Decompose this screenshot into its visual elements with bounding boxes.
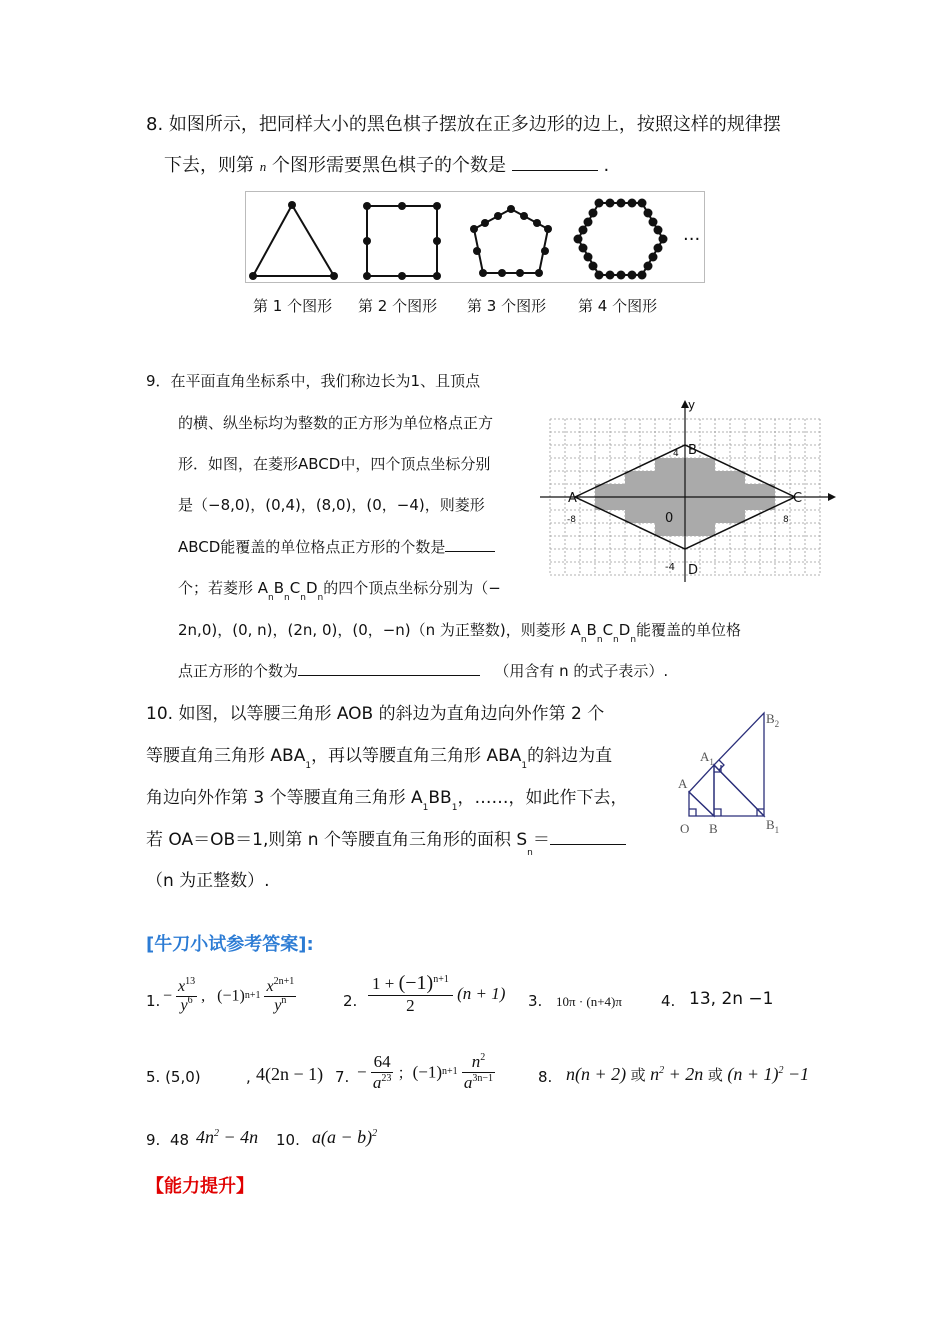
a7-frac-2: $\frac{n^2}{a^{3n-1}}$ <box>463 1052 494 1092</box>
label-a: A <box>678 776 688 791</box>
q9-sub-n: n <box>613 635 619 645</box>
tick-minus-8: -8 <box>567 515 576 525</box>
q10-line2-a: 等腰直角三角形 ABA <box>146 746 306 766</box>
q8-line1: 8. 如图所示，把同样大小的黑色棋子摆放在正多边形的边上，按照这样的规律摆 <box>146 114 781 135</box>
q9-line5-text: ABCD能覆盖的单位格点正方形的个数是 <box>178 538 446 556</box>
a5-6-label: 5. (5,0) <box>146 1068 201 1086</box>
q10-sub-1: 1 <box>451 803 458 813</box>
answer-1 <box>163 978 296 1015</box>
q9-blank-1[interactable] <box>445 537 495 552</box>
a1-exp: n+1 <box>244 990 261 1002</box>
q10-line5: （n 为正整数）. <box>146 871 270 891</box>
q9-line6-e: 的四个顶点坐标分别为（− <box>323 579 501 597</box>
label-origin: 0 <box>665 511 674 526</box>
answer-8: n(n + 2) 或 $n^2 + 2n$ 或 $(n + 1)^2 -1$ <box>566 1064 810 1084</box>
a10-label: 10. <box>276 1131 300 1149</box>
label-a1: $A_1$ <box>700 749 714 767</box>
label-y: y <box>688 398 696 412</box>
q9-line6-c: C <box>289 579 301 597</box>
label-d: D <box>688 563 699 578</box>
q9-line6-a: 个；若菱形 A <box>178 579 269 597</box>
q9-line1: 9．在平面直角坐标系中，我们称边长为1、且顶点 <box>146 372 481 390</box>
a2-label: 2. <box>343 992 358 1010</box>
q10-sub-1: 1 <box>521 761 528 771</box>
q9-sub-n: n <box>284 593 290 603</box>
q10-line3-c: ，……，如此作下去， <box>457 788 628 808</box>
label-b: B <box>709 821 718 836</box>
q9-rhombus-figure <box>538 398 838 583</box>
a1-comma: , <box>201 987 206 1005</box>
a1-label: 1. <box>146 992 161 1010</box>
q10-line3 <box>146 783 628 813</box>
a9-label: 9. <box>146 1131 161 1149</box>
q9-sub-n: n <box>268 593 274 603</box>
a4-label: 4. <box>661 992 676 1010</box>
a3-label: 3. <box>528 992 543 1010</box>
q9-line6 <box>178 577 501 603</box>
a2-tail: (n + 1) <box>457 984 506 1003</box>
q8-var-n: n <box>259 159 267 174</box>
q10-line3-a: 角边向外作第 3 个等腰直角三角形 A <box>146 788 423 808</box>
q10-triangles-figure <box>675 708 790 838</box>
q10-line4: 若 OA＝OB＝1,则第 n 个等腰直角三角形的面积 $S_n=$ <box>146 825 626 850</box>
q10-line3-b: BB <box>428 788 452 808</box>
triangle-aba1 <box>689 765 714 816</box>
a1-frac-2: $\frac{x^{2n+1}}{y^n}$ <box>266 976 295 1014</box>
q9-line5 <box>178 536 495 557</box>
ability-heading: 【能力提升】 <box>146 1176 254 1197</box>
q9-blank-2[interactable] <box>298 661 480 676</box>
q9-line7-a: 2n,0)，(0, n)，(2n, 0)，(0，−n)（n 为正整数)，则菱形 A <box>178 621 581 639</box>
answer-6: 4(2n − 1) <box>256 1064 324 1084</box>
answer-10: $a(a - b)^2$ <box>312 1127 378 1147</box>
q10-answer-blank[interactable] <box>550 830 626 845</box>
answer-2 <box>368 972 505 1016</box>
q9-line3: 形．如图，在菱形ABCD中，四个顶点坐标分别 <box>178 455 491 473</box>
triangle-a1b1b2 <box>714 713 764 816</box>
a1-neg1: (−1) <box>217 987 245 1005</box>
a7-frac-1: $\frac{64}{a^{23}}$ <box>372 1052 392 1092</box>
q8-period: . <box>603 155 610 176</box>
q9-sub-n: n <box>630 635 637 645</box>
q9-line7-b: B <box>586 621 597 639</box>
answer-9-val1: 48 <box>170 1131 190 1149</box>
tick-8: 8 <box>783 515 789 525</box>
answers-heading: [牛刀小试参考答案]: <box>146 934 314 955</box>
q9-line8 <box>178 660 668 681</box>
q9-line2: 的横、纵坐标均为整数的正方形为单位格点正方 <box>178 414 494 432</box>
ellipsis: ··· <box>683 229 701 250</box>
q8-line2-b: 个图形需要黑色棋子的个数是 <box>271 155 506 176</box>
a2-frac: $\frac{1 + (-1)^{n+1}}{2}$ <box>368 972 453 1016</box>
q9-line7-c: C <box>602 621 614 639</box>
a6-comma: , <box>246 1068 251 1086</box>
q10-line4-a: 若 OA＝OB＝1,则第 n 个等腰直角三角形的面积 S <box>146 830 528 850</box>
q9-line6-b: B <box>273 579 285 597</box>
q10-sub-1: 1 <box>305 761 312 771</box>
answer-7: − $\frac{64}{a^{23}}$ ；(−1)n+1 $\frac{n^2}{a^{3n-1}}$ <box>357 1052 494 1092</box>
figure-label-1: 第 1 个图形 <box>253 297 333 315</box>
figure-label-2: 第 2 个图形 <box>358 297 438 315</box>
q10-line4-b: ＝ <box>532 830 550 850</box>
q9-sub-n: n <box>596 635 603 645</box>
a1-minus: − <box>163 987 173 1005</box>
answer-9-val2: $4n^2 - 4n$ <box>196 1127 259 1147</box>
q9-line6-d: D <box>305 579 318 597</box>
a1-frac-1: $\frac{x^{13}}{y^6}$ <box>178 976 196 1014</box>
x-axis-arrow-icon <box>828 493 836 501</box>
q10-line2-c: 的斜边为直 <box>527 746 613 766</box>
figure-label-3: 第 3 个图形 <box>467 297 547 315</box>
q9-line7-e: 能覆盖的单位格 <box>636 621 742 639</box>
q8-line2 <box>164 151 609 177</box>
q10-line1: 10. 如图，以等腰三角形 AOB 的斜边为直角边向外作第 2 个 <box>146 704 605 724</box>
q9-sub-n: n <box>580 635 587 645</box>
tick-4: 4 <box>673 449 679 459</box>
q9-sub-n: n <box>317 593 324 603</box>
q9-sub-n: n <box>300 593 306 603</box>
q10-sub-1: 1 <box>422 803 429 813</box>
q9-line7-d: D <box>618 621 631 639</box>
label-c: C <box>793 491 803 506</box>
a7-label: 7. <box>335 1068 350 1086</box>
q8-answer-blank[interactable] <box>512 156 598 171</box>
q9-line8-a: 点正方形的个数为 <box>178 662 299 680</box>
label-o: O <box>680 821 690 836</box>
q9-line8-b: （用含有 n 的式子表示）. <box>494 662 669 680</box>
q8-line2-a: 下去，则第 <box>164 155 254 176</box>
q10-line2-b: ，再以等腰直角三角形 ABA <box>311 746 522 766</box>
answer-4: 13, 2n −1 <box>689 989 774 1009</box>
a8-label: 8. <box>538 1068 553 1086</box>
q8-polygon-figures <box>245 191 705 283</box>
label-b2: $B_2$ <box>766 711 780 729</box>
q10-line2 <box>146 741 613 771</box>
q9-line7 <box>178 619 742 645</box>
q9-line4: 是（−8,0)，(0,4)，(8,0)，(0，−4)，则菱形 <box>178 496 485 514</box>
tick-minus-4: -4 <box>665 562 675 573</box>
label-b1: $B_1$ <box>766 817 780 835</box>
figure-label-4: 第 4 个图形 <box>578 297 658 315</box>
answer-3: 10π · (n+4)π <box>556 994 622 1009</box>
label-a: A <box>568 491 577 506</box>
label-b: B <box>688 443 697 458</box>
